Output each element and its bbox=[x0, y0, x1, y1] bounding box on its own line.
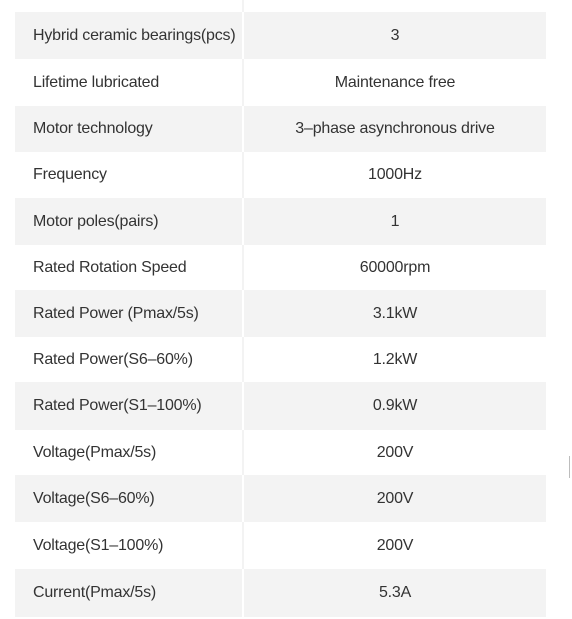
table-row bbox=[15, 245, 546, 290]
spec-label: Lifetime lubricated bbox=[33, 73, 160, 91]
spec-label: Voltage(S6–60%) bbox=[33, 489, 155, 507]
table-top-edge bbox=[15, 0, 546, 12]
spec-label: Motor poles(pairs) bbox=[33, 212, 159, 230]
table-row bbox=[15, 59, 546, 106]
spec-label: Voltage(S1–100%) bbox=[33, 536, 164, 554]
table-row bbox=[15, 12, 546, 59]
spec-value: 1.2kW bbox=[372, 350, 418, 368]
spec-value: 3.1kW bbox=[372, 304, 418, 322]
spec-value: 5.3A bbox=[378, 584, 412, 601]
table-row bbox=[15, 152, 546, 198]
spec-label: Hybrid ceramic bearings(pcs) bbox=[33, 26, 236, 44]
spec-label: Rated Power(S6–60%) bbox=[33, 350, 193, 368]
table-row bbox=[15, 337, 546, 382]
spec-label: Current(Pmax/5s) bbox=[33, 584, 157, 601]
scroll-edge-marker bbox=[569, 456, 570, 478]
table-row bbox=[15, 198, 546, 245]
spec-value: 200V bbox=[376, 489, 414, 507]
spec-table bbox=[15, 0, 546, 617]
spec-value: 0.9kW bbox=[372, 397, 418, 414]
spec-label: Frequency bbox=[33, 166, 107, 183]
spec-label: Rated Power(S1–100%) bbox=[33, 397, 202, 414]
table-row bbox=[15, 475, 546, 522]
table-row bbox=[15, 522, 546, 569]
spec-label: Voltage(Pmax/5s) bbox=[33, 443, 157, 461]
table-row bbox=[15, 382, 546, 430]
spec-value: 200V bbox=[376, 536, 414, 554]
table-row bbox=[15, 430, 546, 475]
spec-value: 200V bbox=[376, 443, 414, 461]
spec-label: Rated Rotation Speed bbox=[33, 258, 187, 276]
spec-label: Motor technology bbox=[33, 120, 153, 137]
spec-value: 1 bbox=[390, 212, 400, 230]
spec-value: 3–phase asynchronous drive bbox=[295, 120, 495, 137]
table-row bbox=[15, 290, 546, 337]
spec-value: Maintenance free bbox=[334, 73, 456, 91]
spec-value: 3 bbox=[390, 26, 400, 44]
spec-value: 60000rpm bbox=[359, 258, 431, 276]
table-row bbox=[15, 106, 546, 152]
table-row bbox=[15, 569, 546, 617]
spec-label: Rated Power (Pmax/5s) bbox=[33, 304, 199, 322]
spec-value: 1000Hz bbox=[368, 166, 422, 183]
